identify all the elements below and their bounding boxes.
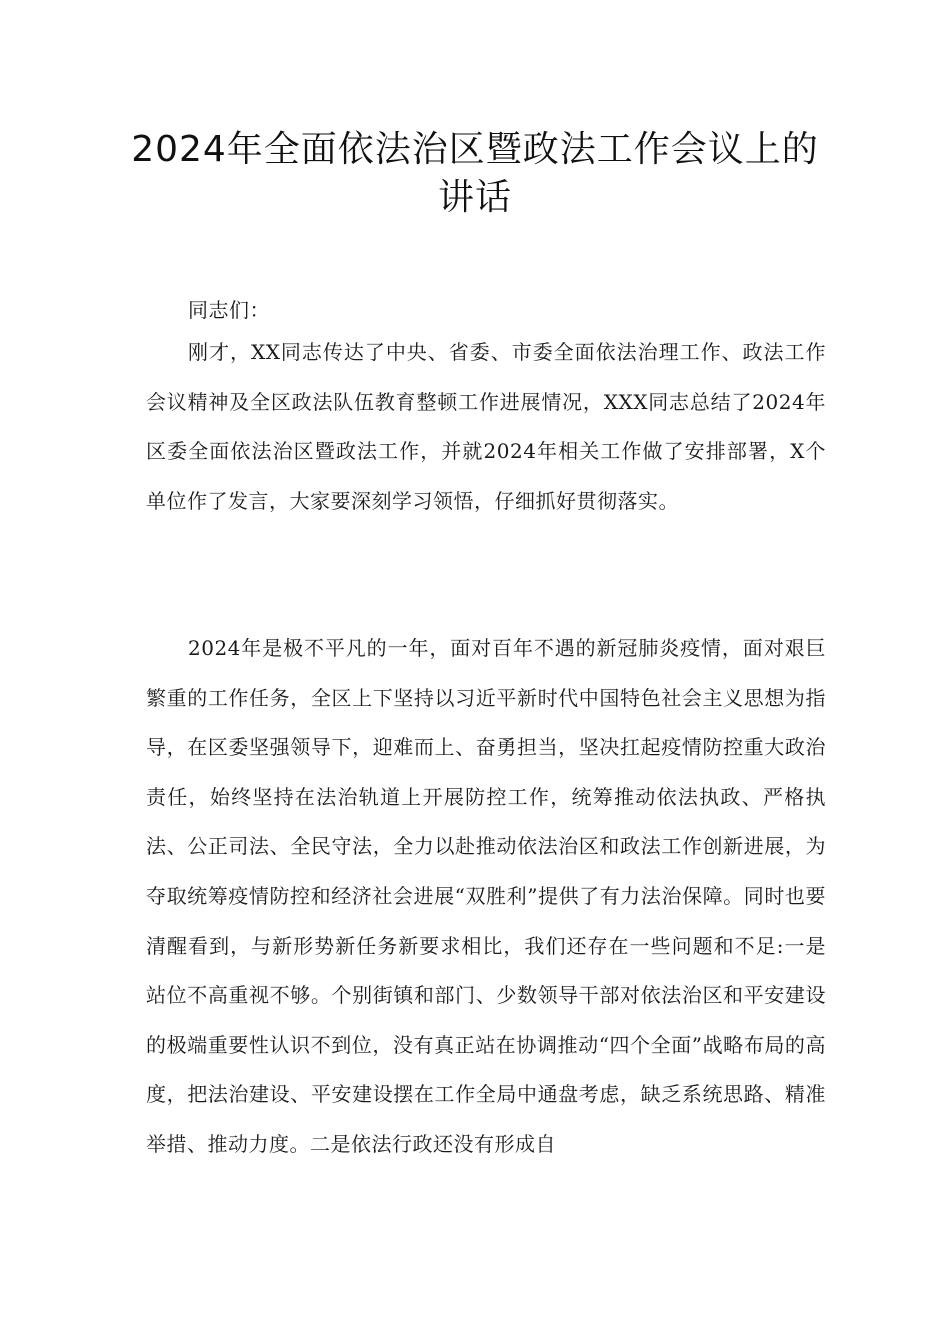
paragraph-1: 刚才，XX同志传达了中央、省委、市委全面依法治理工作、政法工作会议精神及全区政法队伍教育整顿工作进展情况，XXX同志总结了2024年区委全面依法治区暨政法工作，并就2024年相关工作做了安排部署，X个单位作了发言，大家要深刻学习领悟，仔细抓好贯彻落实。: [146, 340, 826, 513]
greeting: 同志们：: [188, 298, 270, 322]
paragraph-2: 2024年是极不平凡的一年，面对百年不遇的新冠肺炎疫情，面对艰巨繁重的工作任务，全区上下坚持以习近平新时代中国特色社会主义思想为指导，在区委坚强领导下，迎难而上、奋勇担当，坚决扛起疫情防控重大政治责任，始终坚持在法治轨道上开展防控工作，统筹推动依法执政、严格执法、公正司法、全民守法，全力以赴推动依法治区和政法工作创新进展，为夺取统筹疫情防控和经济社会进展“双胜利”提供了有力法治保障。同时也要清醒看到，与新形势新任务新要求相比，我们还存在一些问题和不足:一是站位不高重视不够。个别街镇和部门、少数领导干部对依法治区和平安建设的极端重要性认识不到位，没有真正站在协调推动“四个全面”战略布局的高度，把法治建设、平安建设摆在工作全局中通盘考虑，缺乏系统思路、精准举措、推动力度。二是依法行政还没有形成自: [146, 636, 826, 1156]
document-title: 2024年全面依法治区暨政法工作会议上的讲话: [131, 129, 819, 218]
